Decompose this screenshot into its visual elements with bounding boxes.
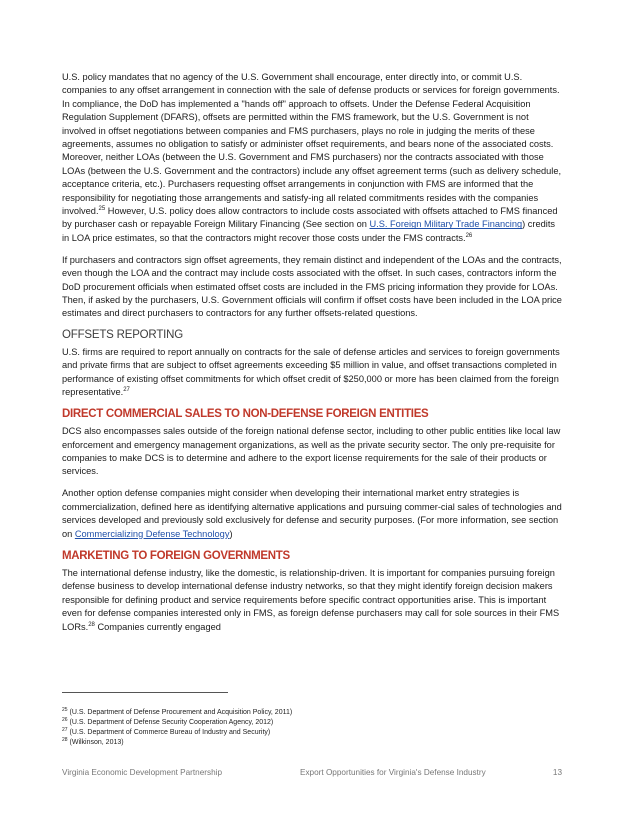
footnotes (62, 708, 562, 748)
paragraph-text: Another option defense companies might consider when developing their international market entry strategies is commercialization, defined here as identifying alternative applications and pursuing commer-cial sales of technologies and services developed and previously sold exclusively for defense and security purposes. (For more information, see section on (62, 488, 562, 539)
paragraph-text: U.S. policy mandates that no agency of the U.S. Government shall encourage, enter directly into, or commit U.S. companies to any offset arrangement in connection with the sale of defense products or services for foreign governments. In compliance, the DoD has implemented a "hands off" approach to offsets. Under the Defense Federal Acquisition Regulation Supplement (DFARS), offsets are permitted within the FMS framework, but the U.S. Government is not involved in offset negotiations between companies and FMS purchasers, plays no role in judging the merits of these agreements, assumes no obligation to satisfy or administer offset requirements, and bears none of the associated costs. Moreover, neither LOAs (between the U.S. Government and FMS purchasers) nor the contracts associated with those LOAs (between the U.S. Government and the contractors) include any offset agreement terms (such as delivery schedule, acceptance criteria, etc.). Purchasers requesting offset arrangements in conjunction with FMS are informed that the responsibility for negotiating those arrangements and satisfy-ing all related commitments resides with the companies involved. (62, 72, 562, 217)
footnote-number: 25 (62, 707, 68, 713)
paragraph-text: Companies currently engaged (94, 621, 221, 632)
heading-marketing-foreign-governments: MARKETING TO FOREIGN GOVERNMENTS (62, 549, 290, 562)
footnote-ref-25[interactable]: 25 (98, 206, 106, 213)
footnote-number: 26 (62, 717, 68, 723)
link-commercializing-defense-technology[interactable]: Commercializing Defense Technology (74, 528, 230, 539)
footer-document-title: Export Opportunities for Virginia's Defense Industry (300, 768, 486, 777)
footnote-number: 27 (62, 727, 68, 733)
footnote-27 (62, 728, 562, 738)
paragraph-commercialization (62, 487, 562, 541)
paragraph-text: U.S. firms are required to report annually on contracts for the sale of defense articles and services to foreign governments and private firms that are subject to offset agreements exceeding $5 million in value, and offset transactions completed in performance of existing offset commitments for which offset credit of $250,000 or more has been claimed from the foreign representative. (62, 346, 560, 397)
paragraph-offset-policy (62, 71, 562, 245)
link-foreign-military-trade-financing[interactable]: U.S. Foreign Military Trade Financing (369, 219, 523, 230)
footer-organization: Virginia Economic Development Partnership (62, 768, 223, 777)
paragraph-dcs: DCS also encompasses sales outside of the foreign national defense sector, including to other public entities like local law enforcement and emergency management organizations, as well as the private security sector. The only pre-requisite for companies to make DCS is to determine and adhere to the export license requirements for the sale of their products or services. (62, 426, 561, 477)
paragraph-text: ) credits in LOA price estimates, so that the contractors might recover those costs under the FMS contracts. (62, 219, 556, 243)
heading-offsets-reporting: OFFSETS REPORTING (62, 329, 183, 342)
footnote-text: (U.S. Department of Commerce Bureau of Industry and Security) (67, 729, 271, 736)
footnote-25 (62, 708, 562, 718)
paragraph-text: The international defense industry, like the domestic, is relationship-driven. It is important for companies pursuing foreign defense business to develop international defense industry networks, so that they might identify foreign decision makers responsible for defining product and service requirements before specific contract opportunities arise. This is important even for defense companies interested only in FMS, as foreign defense purchasers may call for sole sources in their FMS LORs. (62, 567, 560, 632)
footnote-26 (62, 718, 562, 728)
paragraph-offset-agreements: If purchasers and contractors sign offset agreements, they remain distinct and independent of the LOAs and the contracts, even though the LOA and the contract may include costs associated with the offset. In such cases, contractors inform the DoD procurement officials when estimated offset costs are included in the FMS pricing information they provide for LOAs. Then, if asked by the purchasers, U.S. Government officials will confirm if offset costs have been included in the LOA price estimates and direct purchasers to contractors for any further offsets-related questions. (62, 254, 562, 319)
footnote-ref-27[interactable]: 27 (123, 386, 130, 393)
heading-direct-commercial-sales: DIRECT COMMERCIAL SALES TO NON-DEFENSE FOREIGN ENTITIES (62, 407, 429, 420)
paragraph-text: However, U.S. policy does allow contractors to include costs associated with offsets attached to FMS financed by purchaser cash or repayable Foreign Military Financing (See section on (62, 206, 558, 230)
paragraph-offsets-reporting (62, 346, 562, 400)
footnote-28 (62, 738, 562, 748)
main-content (62, 71, 562, 642)
footnote-ref-28[interactable]: 28 (88, 621, 95, 628)
paragraph-marketing (62, 567, 562, 634)
paragraph-text: ) (229, 528, 233, 539)
footnote-text: (U.S. Department of Defense Security Cooperation Agency, 2012) (67, 719, 274, 726)
footnote-divider (62, 692, 228, 693)
footnote-number: 28 (62, 737, 68, 743)
footnote-ref-26[interactable]: 26 (465, 232, 473, 239)
footnote-text: (Wilkinson, 2013) (67, 739, 124, 746)
footnote-text: (U.S. Department of Defense Procurement and Acquisition Policy, 2011) (67, 709, 293, 716)
page-number: 13 (552, 768, 562, 777)
